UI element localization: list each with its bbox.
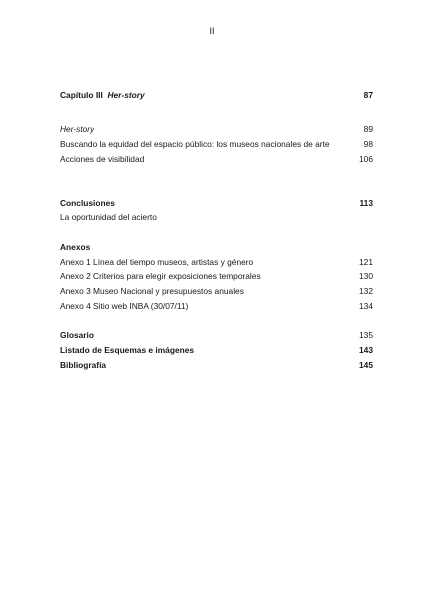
toc-entry-conclusiones[interactable] — [60, 198, 373, 209]
toc-page-number: 135 — [359, 330, 373, 340]
toc-page-number: 89 — [363, 124, 373, 134]
toc-entry-anexo-1[interactable] — [60, 257, 373, 268]
toc-entry-buscando-equidad[interactable] — [60, 139, 373, 150]
toc-page-number: 134 — [359, 301, 373, 311]
toc-entry-bibliografia[interactable] — [60, 360, 373, 371]
toc-entry-label: Glosario — [60, 330, 94, 340]
toc-page-number: 106 — [359, 154, 373, 164]
toc-entry-label: Anexo 3 Museo Nacional y presupuestos anuales — [60, 286, 244, 296]
toc-page-number: 143 — [359, 345, 373, 355]
page-number: II — [209, 26, 215, 36]
toc-page-number: 113 — [359, 198, 373, 208]
section-heading-anexos: Anexos — [60, 242, 91, 252]
toc-entry-label: Anexo 1 Línea del tiempo museos, artistas y género — [60, 257, 254, 267]
toc-entry-label: Her-story — [60, 124, 95, 134]
toc-entry-label: Anexo 4 Sitio web INBA (30/07/11) — [60, 301, 189, 311]
toc-entry-chapter-3[interactable] — [60, 90, 373, 101]
toc-page-number: 132 — [359, 286, 373, 296]
toc-entry-label: Conclusiones — [60, 198, 115, 208]
toc-page-number: 145 — [359, 360, 373, 370]
toc-entry-her-story[interactable] — [60, 124, 373, 135]
toc-entry-label: Acciones de visibilidad — [60, 154, 145, 164]
toc-entry-oportunidad-acierto[interactable] — [60, 212, 373, 223]
chapter-title: Her-story — [107, 90, 145, 100]
toc-entry-anexo-4[interactable] — [60, 301, 373, 312]
toc-entry-listado-esquemas[interactable] — [60, 345, 373, 356]
toc-page-number: 87 — [363, 90, 373, 100]
chapter-label: Capítulo III — [60, 90, 103, 100]
toc-entry-acciones-visibilidad[interactable] — [60, 154, 373, 165]
toc-entry-label: Anexo 2 Criterios para elegir exposiciones temporales — [60, 271, 261, 281]
toc-entry-label: La oportunidad del acierto — [60, 212, 157, 222]
chapter-heading — [60, 90, 145, 101]
toc-page-number: 130 — [359, 271, 373, 281]
toc-entry-label: Bibliografía — [60, 360, 107, 370]
toc-entry-anexo-2[interactable] — [60, 271, 373, 282]
toc-page-number: 98 — [363, 139, 373, 149]
toc-entry-label: Buscando la equidad del espacio público: los museos nacionales de arte — [60, 139, 330, 149]
toc-entry-glosario[interactable] — [60, 330, 373, 341]
toc-entry-anexo-3[interactable] — [60, 286, 373, 297]
toc-entry-label: Listado de Esquemas e imágenes — [60, 345, 195, 355]
toc-page-number: 121 — [359, 257, 373, 267]
